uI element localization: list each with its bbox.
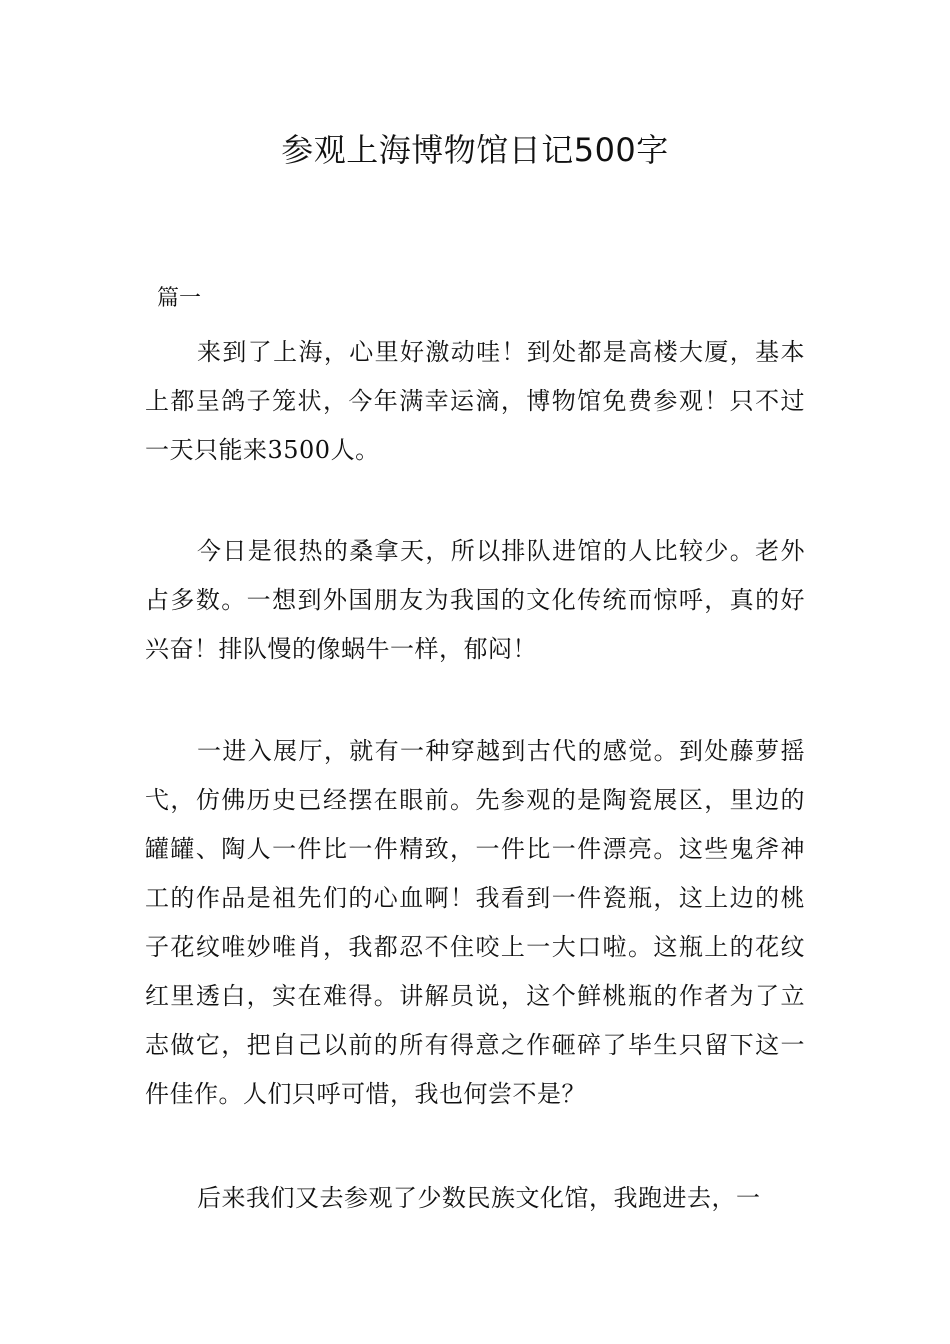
- paragraph-1: 来到了上海，心里好激动哇！到处都是高楼大厦，基本上都呈鸽子笼状，今年满幸运滴，博物馆免费参观！只不过一天只能来3500人。: [145, 338, 805, 464]
- section-label: 篇一: [157, 286, 202, 311]
- paragraph-2: 今日是很热的桑拿天，所以排队进馆的人比较少。老外占多数。一想到外国朋友为我国的文化传统而惊呼，真的好兴奋！排队慢的像蜗牛一样，郁闷！: [145, 537, 805, 663]
- paragraph-4: 后来我们又去参观了少数民族文化馆，我跑进去，一: [197, 1184, 761, 1212]
- paragraph-3: 一进入展厅，就有一种穿越到古代的感觉。到处藤萝摇弋，仿佛历史已经摆在眼前。先参观的是陶瓷展区，里边的罐罐、陶人一件比一件精致，一件比一件漂亮。这些鬼斧神工的作品是祖先们的心血啊！我看到一件瓷瓶，这上边的桃子花纹唯妙唯肖，我都忍不住咬上一大口啦。这瓶上的花纹红里透白，实在难得。讲解员说，这个鲜桃瓶的作者为了立志做它，把自己以前的所有得意之作砸碎了毕生只留下这一件佳作。人们只呼可惜，我也何尝不是？: [145, 737, 805, 1108]
- document-title: 参观上海博物馆日记500字: [281, 131, 669, 169]
